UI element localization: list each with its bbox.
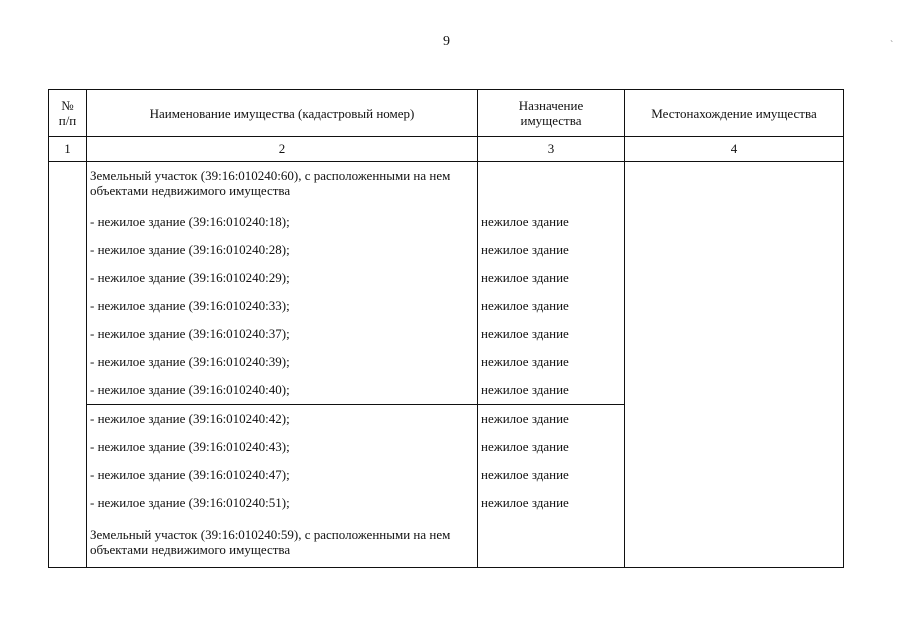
building-list-b: [87, 404, 477, 517]
building-name: - нежилое здание (39:16:010240:28);: [90, 242, 290, 257]
table-header-row: [49, 90, 844, 137]
header-location: Местонахождение имущества: [625, 90, 844, 137]
building-name: - нежилое здание (39:16:010240:18);: [90, 214, 290, 229]
header-purpose: Назначение имущества: [478, 90, 625, 137]
land-plot-2: Земельный участок (39:16:010240:59), с расположенными на нем объектами недвижимого имущества: [90, 527, 451, 557]
building-purpose: нежилое здание: [481, 270, 569, 285]
building-name: - нежилое здание (39:16:010240:37);: [90, 326, 290, 341]
column-number-row: [49, 137, 844, 162]
header-index: № п/п: [49, 90, 87, 137]
building-name: - нежилое здание (39:16:010240:39);: [90, 354, 290, 369]
building-name: - нежилое здание (39:16:010240:51);: [90, 495, 290, 510]
building-name: - нежилое здание (39:16:010240:47);: [90, 467, 290, 482]
scan-mark: ˋ: [890, 40, 894, 51]
building-purpose: нежилое здание: [481, 298, 569, 313]
building-purpose: нежилое здание: [481, 439, 569, 454]
col-number-1: 1: [49, 137, 87, 162]
building-purpose: нежилое здание: [481, 411, 569, 426]
header-property-name: Наименование имущества (кадастровый номер): [87, 90, 478, 137]
col-number-4: 4: [625, 137, 844, 162]
building-name: - нежилое здание (39:16:010240:43);: [90, 439, 290, 454]
building-list-a: [87, 208, 477, 404]
building-name: - нежилое здание (39:16:010240:40);: [90, 382, 290, 397]
building-purpose: нежилое здание: [481, 214, 569, 229]
purpose-list-a: [478, 208, 624, 404]
col-number-3: 3: [478, 137, 625, 162]
index-cell: [49, 162, 87, 568]
building-purpose: нежилое здание: [481, 495, 569, 510]
building-purpose: нежилое здание: [481, 242, 569, 257]
property-name-cell: [87, 162, 478, 568]
page-number: 9: [443, 34, 450, 49]
purpose-list-b: [478, 404, 624, 517]
col-number-2: 2: [87, 137, 478, 162]
building-purpose: нежилое здание: [481, 326, 569, 341]
table-body-row: [49, 162, 844, 568]
building-name: - нежилое здание (39:16:010240:29);: [90, 270, 290, 285]
building-name: - нежилое здание (39:16:010240:42);: [90, 411, 290, 426]
building-purpose: нежилое здание: [481, 467, 569, 482]
property-table: [48, 89, 844, 568]
building-purpose: нежилое здание: [481, 382, 569, 397]
purpose-cell: [478, 162, 625, 568]
location-cell: [625, 162, 844, 568]
building-name: - нежилое здание (39:16:010240:33);: [90, 298, 290, 313]
land-plot-1: Земельный участок (39:16:010240:60), с расположенными на нем объектами недвижимого имущества: [90, 168, 451, 198]
building-purpose: нежилое здание: [481, 354, 569, 369]
